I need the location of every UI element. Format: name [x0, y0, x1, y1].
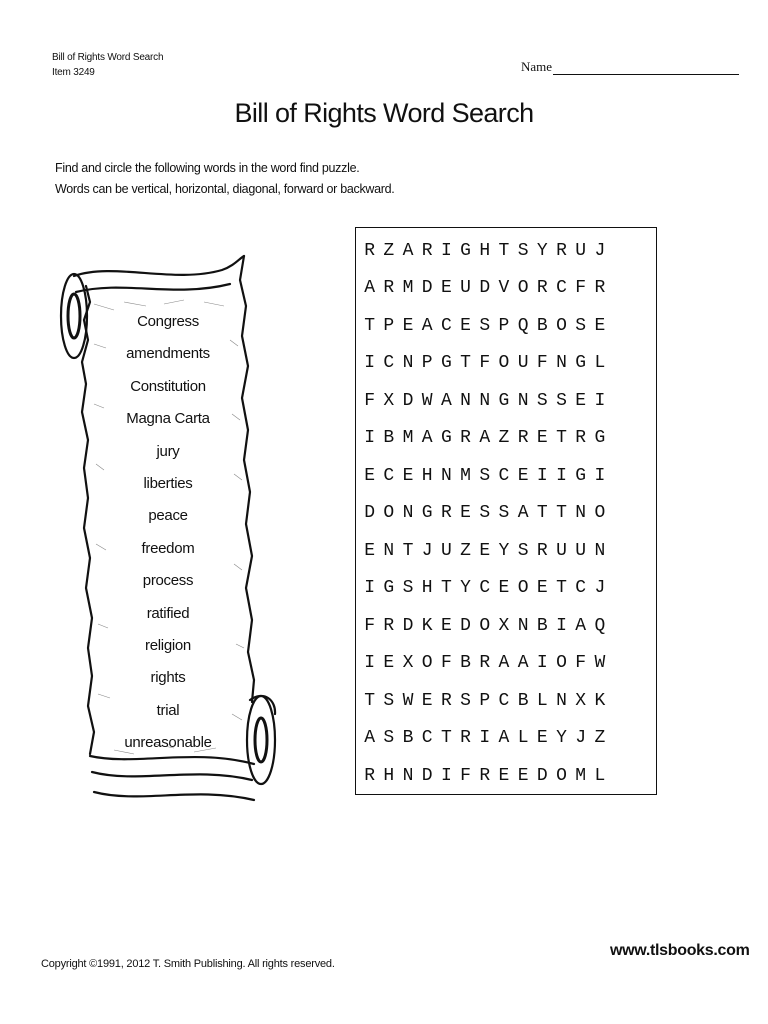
puzzle-letter[interactable]: M [460, 465, 471, 486]
puzzle-letter[interactable]: A [517, 503, 529, 524]
puzzle-letter[interactable]: E [460, 315, 471, 336]
puzzle-letter[interactable]: G [498, 390, 510, 411]
puzzle-letter[interactable]: C [556, 278, 567, 299]
puzzle-letter[interactable]: F [364, 615, 375, 636]
puzzle-letter[interactable]: P [421, 353, 433, 374]
puzzle-letter[interactable]: J [594, 240, 606, 261]
puzzle-letter[interactable]: X [575, 690, 587, 711]
puzzle-letter[interactable]: E [440, 278, 452, 299]
puzzle-letter[interactable]: A [421, 428, 433, 449]
puzzle-letter[interactable]: E [517, 465, 529, 486]
puzzle-letter[interactable]: I [556, 615, 567, 636]
puzzle-letter[interactable]: D [402, 390, 414, 411]
puzzle-letter[interactable]: E [575, 390, 587, 411]
puzzle-letter[interactable]: X [402, 653, 414, 674]
puzzle-letter[interactable]: U [575, 540, 587, 561]
puzzle-row [360, 682, 609, 720]
puzzle-letter[interactable]: C [498, 465, 510, 486]
puzzle-row [360, 570, 609, 608]
name-field [521, 58, 741, 76]
puzzle-letter[interactable]: D [421, 765, 433, 786]
puzzle-letter[interactable]: B [402, 728, 414, 749]
puzzle-letter[interactable]: G [575, 465, 587, 486]
puzzle-letter[interactable]: C [440, 315, 452, 336]
puzzle-letter[interactable]: D [460, 615, 471, 636]
puzzle-letter[interactable]: E [536, 578, 548, 599]
word-list-item: process [142, 572, 194, 590]
puzzle-letter[interactable]: E [460, 503, 471, 524]
puzzle-letter[interactable]: Q [517, 315, 529, 336]
puzzle-row [360, 757, 609, 795]
word-list-item: ratified [146, 604, 190, 622]
puzzle-letter[interactable]: S [479, 503, 491, 524]
puzzle-letter[interactable]: F [364, 390, 375, 411]
puzzle-letter[interactable]: R [536, 278, 548, 299]
puzzle-letter[interactable]: A [498, 653, 510, 674]
puzzle-letter[interactable]: B [517, 690, 529, 711]
puzzle-letter[interactable]: I [594, 390, 606, 411]
puzzle-letter[interactable]: M [402, 278, 414, 299]
puzzle-letter[interactable]: B [536, 315, 548, 336]
puzzle-letter[interactable]: D [536, 765, 548, 786]
puzzle-letter[interactable]: Z [498, 428, 510, 449]
puzzle-letter[interactable]: O [517, 578, 529, 599]
word-list-item: freedom [141, 539, 195, 557]
puzzle-letter[interactable]: L [517, 728, 529, 749]
puzzle-letter[interactable]: O [517, 278, 529, 299]
word-list-item: peace [148, 507, 188, 525]
puzzle-letter[interactable]: T [556, 503, 567, 524]
puzzle-letter[interactable]: X [498, 615, 510, 636]
puzzle-letter[interactable]: W [594, 653, 606, 674]
puzzle-letter[interactable]: S [479, 315, 491, 336]
puzzle-letter[interactable]: K [421, 615, 433, 636]
puzzle-letter[interactable]: S [383, 690, 395, 711]
puzzle-letter[interactable]: N [402, 765, 414, 786]
puzzle-letter[interactable]: R [536, 540, 548, 561]
page-title: Bill of Rights Word Search [234, 98, 534, 128]
puzzle-letter[interactable]: N [575, 503, 587, 524]
puzzle-letter[interactable]: C [479, 578, 491, 599]
puzzle-letter[interactable]: J [594, 578, 606, 599]
instruction-line: Words can be vertical, horizontal, diagonal, forward or backward. [55, 182, 395, 196]
puzzle-row [360, 532, 609, 570]
puzzle-letter[interactable]: D [364, 503, 375, 524]
puzzle-letter[interactable]: T [440, 578, 452, 599]
puzzle-letter[interactable]: R [440, 690, 452, 711]
puzzle-letter[interactable]: A [498, 728, 510, 749]
puzzle-letter[interactable]: T [556, 428, 567, 449]
puzzle-letter[interactable]: C [498, 690, 510, 711]
puzzle-letter[interactable]: N [517, 615, 529, 636]
puzzle-letter[interactable]: N [440, 465, 452, 486]
puzzle-letter[interactable]: F [479, 353, 491, 374]
word-list-item: Magna Carta [126, 410, 210, 428]
puzzle-letter[interactable]: C [383, 353, 395, 374]
puzzle-letter[interactable]: N [402, 353, 414, 374]
puzzle-letter[interactable]: L [594, 353, 606, 374]
puzzle-letter[interactable]: U [575, 240, 587, 261]
puzzle-letter[interactable]: I [536, 465, 548, 486]
puzzle-letter[interactable]: G [594, 428, 606, 449]
puzzle-letter[interactable]: D [421, 278, 433, 299]
puzzle-letter[interactable]: E [517, 765, 529, 786]
puzzle-letter[interactable]: A [440, 390, 452, 411]
puzzle-letter[interactable]: O [421, 653, 433, 674]
puzzle-letter[interactable]: A [479, 428, 491, 449]
puzzle-letter[interactable]: G [460, 240, 471, 261]
name-line [553, 74, 739, 75]
puzzle-row [360, 720, 609, 758]
puzzle-letter[interactable]: H [421, 578, 433, 599]
puzzle-letter[interactable]: N [460, 390, 471, 411]
puzzle-letter[interactable]: I [594, 465, 606, 486]
puzzle-row [360, 232, 609, 270]
word-list-item: amendments [126, 345, 210, 363]
puzzle-letter[interactable]: A [364, 728, 375, 749]
puzzle-letter[interactable]: R [460, 428, 471, 449]
puzzle-letter[interactable]: A [517, 653, 529, 674]
puzzle-letter[interactable]: W [421, 390, 433, 411]
puzzle-letter[interactable]: P [479, 690, 491, 711]
word-list-item: jury [156, 442, 180, 460]
puzzle-letter[interactable]: R [383, 615, 395, 636]
puzzle-letter[interactable]: I [364, 428, 375, 449]
puzzle-letter[interactable]: O [594, 503, 606, 524]
puzzle-letter[interactable]: C [421, 728, 433, 749]
puzzle-letter[interactable]: R [460, 728, 471, 749]
puzzle-letter[interactable]: R [383, 278, 395, 299]
puzzle-letter[interactable]: R [556, 240, 567, 261]
puzzle-letter[interactable]: Z [460, 540, 471, 561]
puzzle-letter[interactable]: R [364, 765, 375, 786]
instruction-line: Find and circle the following words in the word find puzzle. [55, 161, 360, 175]
puzzle-letter[interactable]: E [536, 728, 548, 749]
puzzle-letter[interactable]: U [460, 278, 471, 299]
puzzle-letter[interactable]: F [536, 353, 548, 374]
puzzle-letter[interactable]: F [575, 278, 587, 299]
word-list-item: rights [150, 669, 186, 687]
puzzle-letter[interactable]: G [440, 353, 452, 374]
word-list-item: unreasonable [124, 734, 212, 752]
puzzle-letter[interactable]: O [556, 765, 567, 786]
puzzle-letter[interactable]: I [536, 653, 548, 674]
puzzle-letter[interactable]: E [536, 428, 548, 449]
puzzle-grid-body [360, 232, 609, 795]
puzzle-letter[interactable]: O [383, 503, 395, 524]
puzzle-letter[interactable]: D [402, 615, 414, 636]
puzzle-letter[interactable]: R [364, 240, 375, 261]
puzzle-row [360, 607, 609, 645]
puzzle-letter[interactable]: R [421, 240, 433, 261]
puzzle-letter[interactable]: P [383, 315, 395, 336]
puzzle-letter[interactable]: D [479, 278, 491, 299]
word-list [98, 306, 238, 759]
puzzle-row [360, 495, 609, 533]
puzzle-letter[interactable]: B [460, 653, 471, 674]
puzzle-letter[interactable]: I [556, 465, 567, 486]
puzzle-letter[interactable]: E [402, 465, 414, 486]
puzzle-letter[interactable]: U [556, 540, 567, 561]
puzzle-row [360, 420, 609, 458]
puzzle-letter[interactable]: R [594, 278, 606, 299]
puzzle-letter[interactable]: R [440, 503, 452, 524]
puzzle-letter[interactable]: M [402, 428, 414, 449]
puzzle-letter[interactable]: Q [594, 615, 606, 636]
puzzle-letter[interactable]: E [364, 465, 375, 486]
puzzle-letter[interactable]: E [498, 578, 510, 599]
puzzle-letter[interactable]: S [517, 240, 529, 261]
puzzle-letter[interactable]: S [517, 540, 529, 561]
puzzle-letter[interactable]: S [498, 503, 510, 524]
puzzle-letter[interactable]: T [364, 690, 375, 711]
puzzle-letter[interactable]: T [440, 728, 452, 749]
puzzle-letter[interactable]: N [594, 540, 606, 561]
puzzle-letter[interactable]: F [460, 765, 471, 786]
word-list-item: trial [156, 701, 180, 719]
puzzle-letter[interactable]: S [402, 578, 414, 599]
puzzle-letter[interactable]: N [517, 390, 529, 411]
puzzle-letter[interactable]: I [364, 578, 375, 599]
puzzle-letter[interactable]: N [556, 353, 567, 374]
puzzle-letter[interactable]: O [479, 615, 491, 636]
puzzle-letter[interactable]: P [498, 315, 510, 336]
puzzle-letter[interactable]: G [575, 353, 587, 374]
puzzle-letter[interactable]: E [421, 690, 433, 711]
puzzle-letter[interactable]: T [402, 540, 414, 561]
puzzle-letter[interactable]: C [383, 465, 395, 486]
document-header-title: Bill of Rights Word Search [52, 52, 164, 63]
puzzle-letter[interactable]: O [498, 353, 510, 374]
puzzle-letter[interactable]: N [556, 690, 567, 711]
puzzle-letter[interactable]: A [364, 278, 375, 299]
puzzle-letter[interactable]: A [575, 615, 587, 636]
puzzle-letter[interactable]: X [383, 390, 395, 411]
puzzle-letter[interactable]: H [383, 765, 395, 786]
puzzle-letter[interactable]: O [556, 315, 567, 336]
puzzle-letter[interactable]: W [402, 690, 414, 711]
puzzle-letter[interactable]: T [460, 353, 471, 374]
puzzle-row [360, 457, 609, 495]
puzzle-letter[interactable]: S [479, 465, 491, 486]
word-list-item: liberties [143, 474, 193, 492]
puzzle-letter[interactable]: S [556, 390, 567, 411]
puzzle-letter[interactable]: N [383, 540, 395, 561]
puzzle-letter[interactable]: R [575, 428, 587, 449]
puzzle-letter[interactable]: S [383, 728, 395, 749]
puzzle-letter[interactable]: B [383, 428, 395, 449]
puzzle-letter[interactable]: J [421, 540, 433, 561]
website-url[interactable]: www.tlsbooks.com [610, 942, 750, 959]
puzzle-letter[interactable]: G [383, 578, 395, 599]
puzzle-letter[interactable]: I [440, 765, 452, 786]
puzzle-letter[interactable]: B [536, 615, 548, 636]
puzzle-letter[interactable]: H [479, 240, 491, 261]
puzzle-letter[interactable]: F [440, 653, 452, 674]
puzzle-letter[interactable]: A [421, 315, 433, 336]
puzzle-letter[interactable]: S [575, 315, 587, 336]
word-list-item: Constitution [130, 377, 206, 395]
puzzle-letter[interactable]: S [460, 690, 471, 711]
puzzle-letter[interactable]: M [575, 765, 587, 786]
instructions [55, 158, 475, 200]
puzzle-letter[interactable]: I [364, 353, 375, 374]
document-reference [52, 50, 252, 80]
word-list-item: religion [145, 636, 191, 654]
puzzle-letter[interactable]: E [383, 653, 395, 674]
puzzle-letter[interactable]: Y [498, 540, 510, 561]
puzzle-letter[interactable]: H [421, 465, 433, 486]
puzzle-letter[interactable]: U [517, 353, 529, 374]
puzzle-letter[interactable]: O [556, 653, 567, 674]
puzzle-letter[interactable]: Z [383, 240, 395, 261]
puzzle-letter[interactable]: Y [460, 578, 471, 599]
puzzle-letter[interactable]: E [498, 765, 510, 786]
puzzle-letter[interactable]: L [536, 690, 548, 711]
puzzle-row [360, 345, 609, 383]
puzzle-letter[interactable]: I [479, 728, 491, 749]
puzzle-letter[interactable]: E [364, 540, 375, 561]
puzzle-letter[interactable]: J [575, 728, 587, 749]
copyright-notice: Copyright ©1991, 2012 T. Smith Publishing. All rights reserved. [41, 958, 335, 970]
puzzle-letter[interactable]: N [402, 503, 414, 524]
puzzle-letter[interactable]: Y [536, 240, 548, 261]
puzzle-letter[interactable]: U [440, 540, 452, 561]
puzzle-letter[interactable]: E [594, 315, 606, 336]
puzzle-letter[interactable]: N [479, 390, 491, 411]
word-search-grid [355, 227, 657, 795]
puzzle-letter[interactable]: I [440, 240, 452, 261]
puzzle-letter[interactable]: G [421, 503, 433, 524]
puzzle-letter[interactable]: F [575, 653, 587, 674]
puzzle-letter[interactable]: Y [556, 728, 567, 749]
puzzle-letter[interactable]: C [575, 578, 587, 599]
name-label: Name [521, 59, 553, 74]
puzzle-row [360, 307, 609, 345]
puzzle-letter[interactable]: R [517, 428, 529, 449]
puzzle-letter[interactable]: L [594, 765, 606, 786]
puzzle-letter[interactable]: E [402, 315, 414, 336]
puzzle-letter[interactable]: A [402, 240, 414, 261]
puzzle-letter[interactable]: T [364, 315, 375, 336]
puzzle-letter[interactable]: S [536, 390, 548, 411]
puzzle-letter[interactable]: K [594, 690, 606, 711]
puzzle-letter[interactable]: E [440, 615, 452, 636]
puzzle-letter[interactable]: T [536, 503, 548, 524]
puzzle-letter[interactable]: R [479, 765, 491, 786]
puzzle-row [360, 645, 609, 683]
puzzle-letter[interactable]: R [479, 653, 491, 674]
puzzle-row [360, 382, 609, 420]
puzzle-letter[interactable]: E [479, 540, 491, 561]
puzzle-row [360, 270, 609, 308]
puzzle-letter[interactable]: T [556, 578, 567, 599]
puzzle-letter[interactable]: V [498, 278, 510, 299]
puzzle-letter[interactable]: G [440, 428, 452, 449]
puzzle-letter[interactable]: Z [594, 728, 606, 749]
puzzle-letter[interactable]: I [364, 653, 375, 674]
word-list-item: Congress [137, 313, 199, 330]
puzzle-letter[interactable]: T [498, 240, 510, 261]
item-number: Item 3249 [52, 67, 95, 78]
